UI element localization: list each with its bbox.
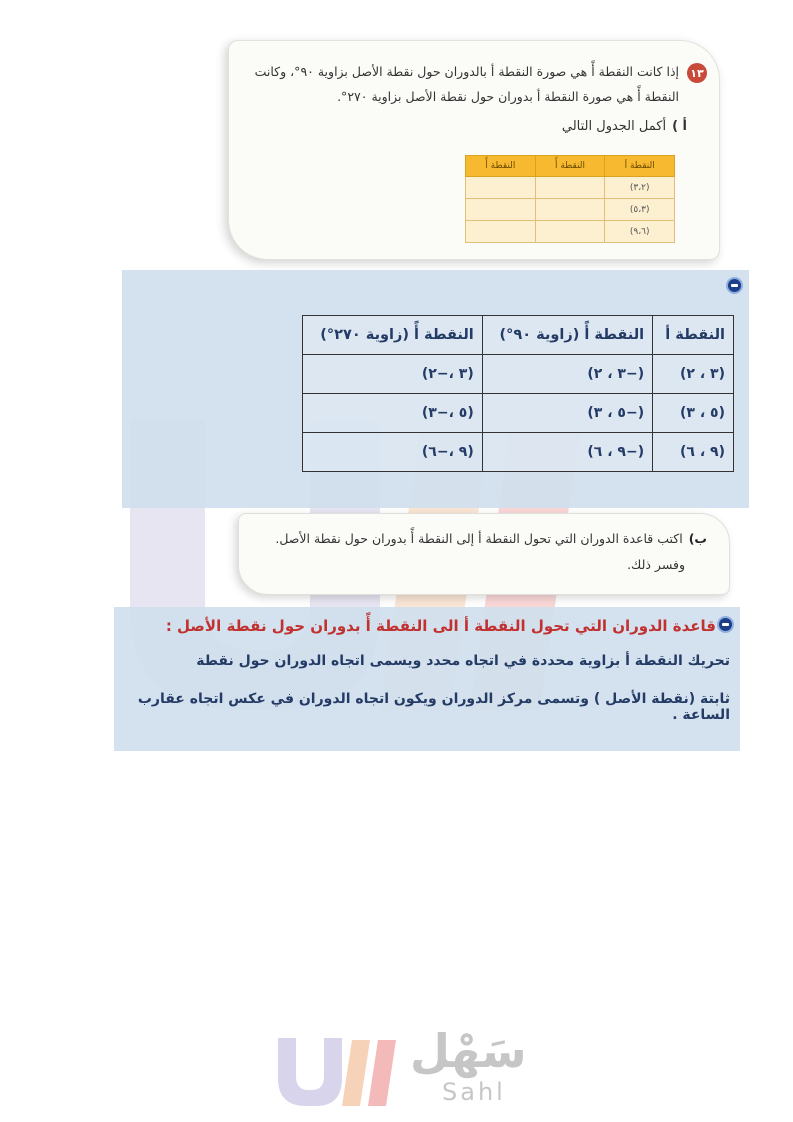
question-table-header: النقطة أً bbox=[535, 156, 605, 177]
answer-table-cell: (٣ ،−٢) bbox=[303, 355, 483, 394]
answer-table-cell: (−٩ ، ٦) bbox=[482, 433, 652, 472]
answer-table-row bbox=[303, 394, 734, 433]
question-text bbox=[239, 59, 679, 109]
part-b-line2: وفسر ذلك. bbox=[627, 557, 685, 572]
part-a-prompt bbox=[562, 119, 687, 134]
question-table-header: النقطة أ bbox=[605, 156, 675, 177]
answer-table-cell: (−٣ ، ٢) bbox=[482, 355, 652, 394]
answer-table bbox=[302, 315, 734, 472]
question-table-cell bbox=[466, 221, 536, 243]
part-a-label: أ ) bbox=[672, 119, 687, 134]
part-b-label: ب) bbox=[688, 531, 707, 546]
question-table-cell bbox=[535, 199, 605, 221]
answer-table-header-row bbox=[303, 316, 734, 355]
rule-line2: ثابتة (نقطة الأصل ) وتسمى مركز الدوران ويكون اتجاه الدوران في عكس اتجاه عقارب الساعة . bbox=[137, 691, 730, 723]
question-table-row bbox=[466, 177, 675, 199]
rule-panel bbox=[114, 607, 740, 751]
rule-title: قاعدة الدوران التي تحول النقطة أ الى النقطة أً بدوران حول نقطة الأصل : bbox=[165, 617, 716, 635]
answer-table-cell: (٩ ،−٦) bbox=[303, 433, 483, 472]
answer-table-header: النقطة أ bbox=[653, 316, 734, 355]
question-card bbox=[228, 40, 720, 260]
part-b-line1 bbox=[247, 526, 707, 552]
sahl-logo bbox=[276, 1024, 526, 1114]
pin-icon bbox=[726, 277, 743, 294]
answer-table-row bbox=[303, 355, 734, 394]
sahl-logo-arabic: سَهْل bbox=[410, 1024, 527, 1078]
question-text-line2: النقطة أً هي صورة النقطة أ بدوران حول نقطة الأصل بزاوية ٢٧٠°. bbox=[337, 89, 679, 104]
part-b-line1-text: اكتب قاعدة الدوران التي تحول النقطة أ إلى النقطة أً بدوران حول نقطة الأصل. bbox=[275, 531, 683, 546]
question-table-cell bbox=[466, 177, 536, 199]
part-b-card bbox=[238, 513, 730, 595]
rule-line1: تحريك النقطة أ بزاوية محددة في اتجاه محدد ويسمى اتجاه الدوران حول نقطة bbox=[196, 653, 730, 669]
question-table bbox=[465, 155, 675, 243]
sahl-logo-mark bbox=[276, 1030, 406, 1110]
answer-table-cell: (٥ ،−٣) bbox=[303, 394, 483, 433]
question-table-cell: (٥،٣) bbox=[605, 199, 675, 221]
sahl-logo-latin: Sahl bbox=[442, 1078, 506, 1106]
question-table-cell bbox=[535, 177, 605, 199]
question-table-row bbox=[466, 199, 675, 221]
question-table-cell bbox=[535, 221, 605, 243]
answer-panel bbox=[122, 270, 749, 508]
answer-table-cell: (−٥ ، ٣) bbox=[482, 394, 652, 433]
question-table-cell: (٣،٢) bbox=[605, 177, 675, 199]
question-number-badge: ١٣ bbox=[687, 63, 707, 83]
question-table-row bbox=[466, 221, 675, 243]
question-text-line1: إذا كانت النقطة أً هي صورة النقطة أ بالدوران حول نقطة الأصل بزاوية ٩٠°، وكانت bbox=[254, 64, 679, 79]
part-a-text: أكمل الجدول التالي bbox=[561, 119, 667, 134]
pin-icon bbox=[717, 616, 734, 633]
part-b-text bbox=[247, 526, 707, 578]
answer-table-cell: (٣ ، ٢) bbox=[653, 355, 734, 394]
answer-table-header: النقطة أً (زاوية ٢٧٠°) bbox=[303, 316, 483, 355]
answer-table-row bbox=[303, 433, 734, 472]
question-table-header-row bbox=[466, 156, 675, 177]
question-table-cell: (٩،٦) bbox=[605, 221, 675, 243]
answer-table-cell: (٥ ، ٣) bbox=[653, 394, 734, 433]
answer-table-header: النقطة أً (زاوية ٩٠°) bbox=[482, 316, 652, 355]
question-table-cell bbox=[466, 199, 536, 221]
answer-table-cell: (٩ ، ٦) bbox=[653, 433, 734, 472]
question-table-header: النقطة أً bbox=[466, 156, 536, 177]
